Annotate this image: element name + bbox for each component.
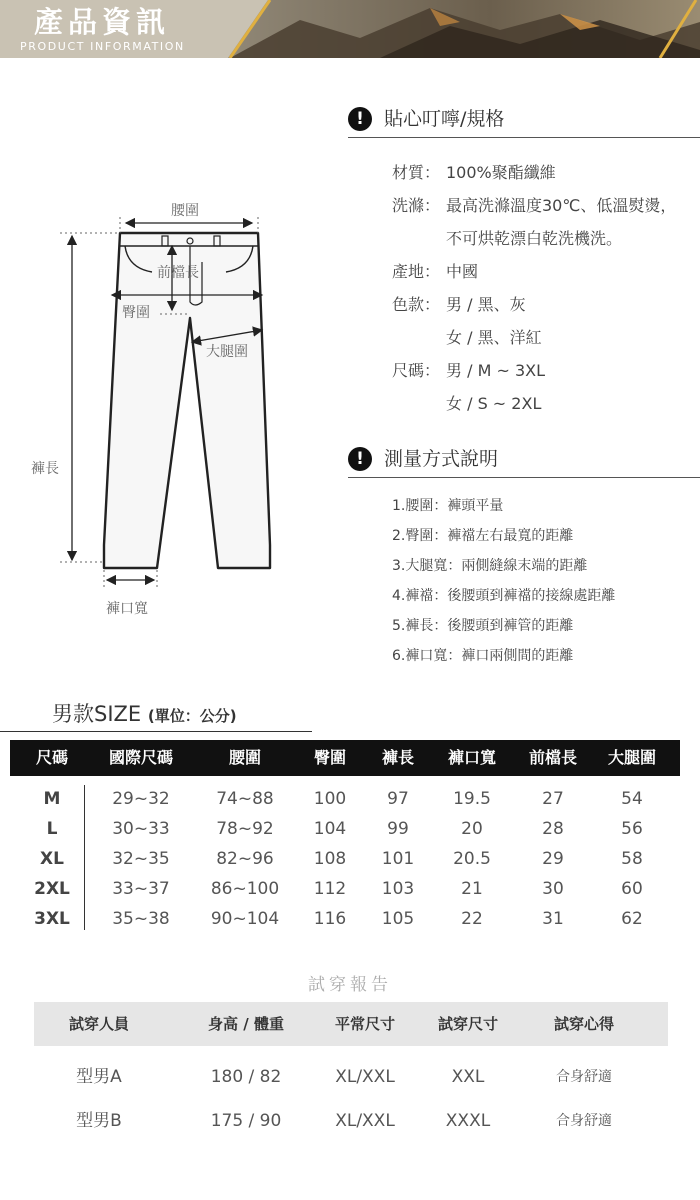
size-table-header <box>10 740 680 776</box>
size-cell: 103 <box>381 879 415 899</box>
size-col-header: 前檔長 <box>528 748 578 767</box>
fit-report-title: 試穿報告 <box>308 975 392 995</box>
size-col-header: 腰圍 <box>228 748 262 767</box>
spec-value: 男 / M ~ 3XL <box>446 361 546 380</box>
size-cell: 62 <box>621 909 643 929</box>
spec-value: 女 / S ~ 2XL <box>446 394 542 413</box>
fit-row-label: 型男B <box>76 1111 122 1131</box>
spec-value: 女 / 黑、洋紅 <box>446 328 542 347</box>
spec-value: 中國 <box>446 262 479 281</box>
size-row-label: M <box>43 789 61 809</box>
fit-cell: XXL <box>451 1067 485 1087</box>
size-cell: 27 <box>542 789 564 809</box>
measure-item: 4.褲襠：後腰頭到褲襠的接線處距離 <box>392 588 616 604</box>
pants-outline-icon <box>0 190 330 630</box>
size-table-heading: 男款SIZE <box>52 702 142 726</box>
diagram-label-front-rise: 前檔長 <box>157 265 199 281</box>
size-col-header: 褲長 <box>381 748 415 767</box>
fit-cell: XXXL <box>445 1111 491 1131</box>
fit-col-header: 平常尺寸 <box>334 1015 396 1033</box>
size-cell: 29 <box>542 849 564 869</box>
size-row-label: XL <box>40 849 64 869</box>
measure-item: 5.褲長：後腰頭到褲管的距離 <box>392 618 574 634</box>
spec-key: 洗滌： <box>392 196 441 215</box>
exclamation-icon: ! <box>348 447 372 471</box>
fit-cell: 175 / 90 <box>210 1111 282 1131</box>
fit-cell: 合身舒適 <box>556 1113 612 1129</box>
size-title-underline <box>0 731 312 732</box>
size-cell: 104 <box>313 819 347 839</box>
fit-col-header: 試穿人員 <box>68 1015 130 1033</box>
size-cell: 105 <box>381 909 415 929</box>
size-cell: 28 <box>542 819 564 839</box>
size-cell: 86~100 <box>210 879 280 899</box>
measure-section-header <box>348 438 700 478</box>
size-cell: 58 <box>621 849 643 869</box>
size-col-header: 臀圍 <box>313 748 347 767</box>
size-col-header: 褲口寬 <box>447 748 497 767</box>
spec-value: 最高洗滌溫度30℃、低溫熨燙， <box>446 196 677 215</box>
fit-cell: 合身舒適 <box>556 1069 612 1085</box>
spec-value: 男 / 黑、灰 <box>446 295 526 314</box>
pants-measurement-diagram <box>0 190 330 630</box>
size-row-label: 3XL <box>34 909 70 929</box>
diagram-label-length: 褲長 <box>31 461 59 477</box>
size-row-label: L <box>46 819 58 839</box>
spec-key: 材質： <box>392 163 441 182</box>
notice-section-header <box>348 98 700 138</box>
size-cell: 19.5 <box>453 789 491 809</box>
spec-key: 尺碼： <box>392 361 441 380</box>
size-cell: 22 <box>461 909 483 929</box>
exclamation-icon: ! <box>348 107 372 131</box>
spec-key: 色款： <box>392 295 441 314</box>
size-table-divider <box>84 785 85 930</box>
size-cell: 30 <box>542 879 564 899</box>
size-row-label: 2XL <box>34 879 70 899</box>
fit-cell: XL/XXL <box>335 1111 395 1131</box>
size-cell: 29~32 <box>112 789 170 809</box>
size-cell: 82~96 <box>216 849 274 869</box>
diagram-label-waist: 腰圍 <box>171 203 199 219</box>
size-cell: 116 <box>313 909 347 929</box>
banner-title: 產品資訊 <box>34 5 171 39</box>
fit-row-label: 型男A <box>76 1067 122 1087</box>
fit-col-header: 試穿尺寸 <box>437 1015 499 1033</box>
measure-item: 3.大腿寬：兩側縫線末端的距離 <box>392 558 588 574</box>
size-cell: 30~33 <box>112 819 170 839</box>
size-cell: 101 <box>381 849 415 869</box>
product-info-banner <box>0 0 700 58</box>
size-cell: 112 <box>313 879 347 899</box>
fit-report-header <box>34 1002 668 1046</box>
size-col-header: 尺碼 <box>35 748 69 767</box>
measure-title: 測量方式說明 <box>384 448 499 470</box>
fit-cell: XL/XXL <box>335 1067 395 1087</box>
size-cell: 32~35 <box>112 849 170 869</box>
size-cell: 74~88 <box>216 789 274 809</box>
size-cell: 60 <box>621 879 643 899</box>
size-cell: 54 <box>621 789 643 809</box>
size-cell: 33~37 <box>112 879 170 899</box>
notice-title: 貼心叮嚀/規格 <box>384 108 505 130</box>
spec-value: 100%聚酯纖維 <box>446 163 556 182</box>
diagram-label-thigh: 大腿圍 <box>206 344 248 360</box>
banner-subtitle: PRODUCT INFORMATION <box>20 40 185 53</box>
size-cell: 20 <box>461 819 483 839</box>
size-col-header: 大腿圍 <box>607 748 657 767</box>
measure-item: 1.腰圍：褲頭平量 <box>392 498 504 514</box>
size-cell: 97 <box>387 789 409 809</box>
size-cell: 56 <box>621 819 643 839</box>
size-cell: 78~92 <box>216 819 274 839</box>
size-table-title <box>52 700 237 730</box>
size-cell: 21 <box>461 879 483 899</box>
size-col-header: 國際尺碼 <box>108 748 174 767</box>
size-cell: 31 <box>542 909 564 929</box>
fit-col-header: 身高 / 體重 <box>208 1015 284 1033</box>
measure-item: 2.臀圍：褲襠左右最寬的距離 <box>392 528 574 544</box>
measure-item: 6.褲口寬：褲口兩側間的距離 <box>392 648 574 664</box>
spec-key: 產地： <box>392 262 441 281</box>
size-unit-note: (單位：公分) <box>147 707 237 725</box>
fit-col-header: 試穿心得 <box>553 1015 615 1033</box>
size-cell: 90~104 <box>210 909 280 929</box>
spec-value: 不可烘乾漂白乾洗機洗。 <box>446 229 623 248</box>
size-cell: 108 <box>313 849 347 869</box>
diagram-label-hip: 臀圍 <box>122 305 150 321</box>
size-cell: 100 <box>313 789 347 809</box>
size-cell: 20.5 <box>453 849 491 869</box>
size-cell: 99 <box>387 819 409 839</box>
diagram-label-hem: 褲口寬 <box>106 601 148 617</box>
fit-cell: 180 / 82 <box>210 1067 282 1087</box>
size-cell: 35~38 <box>112 909 170 929</box>
